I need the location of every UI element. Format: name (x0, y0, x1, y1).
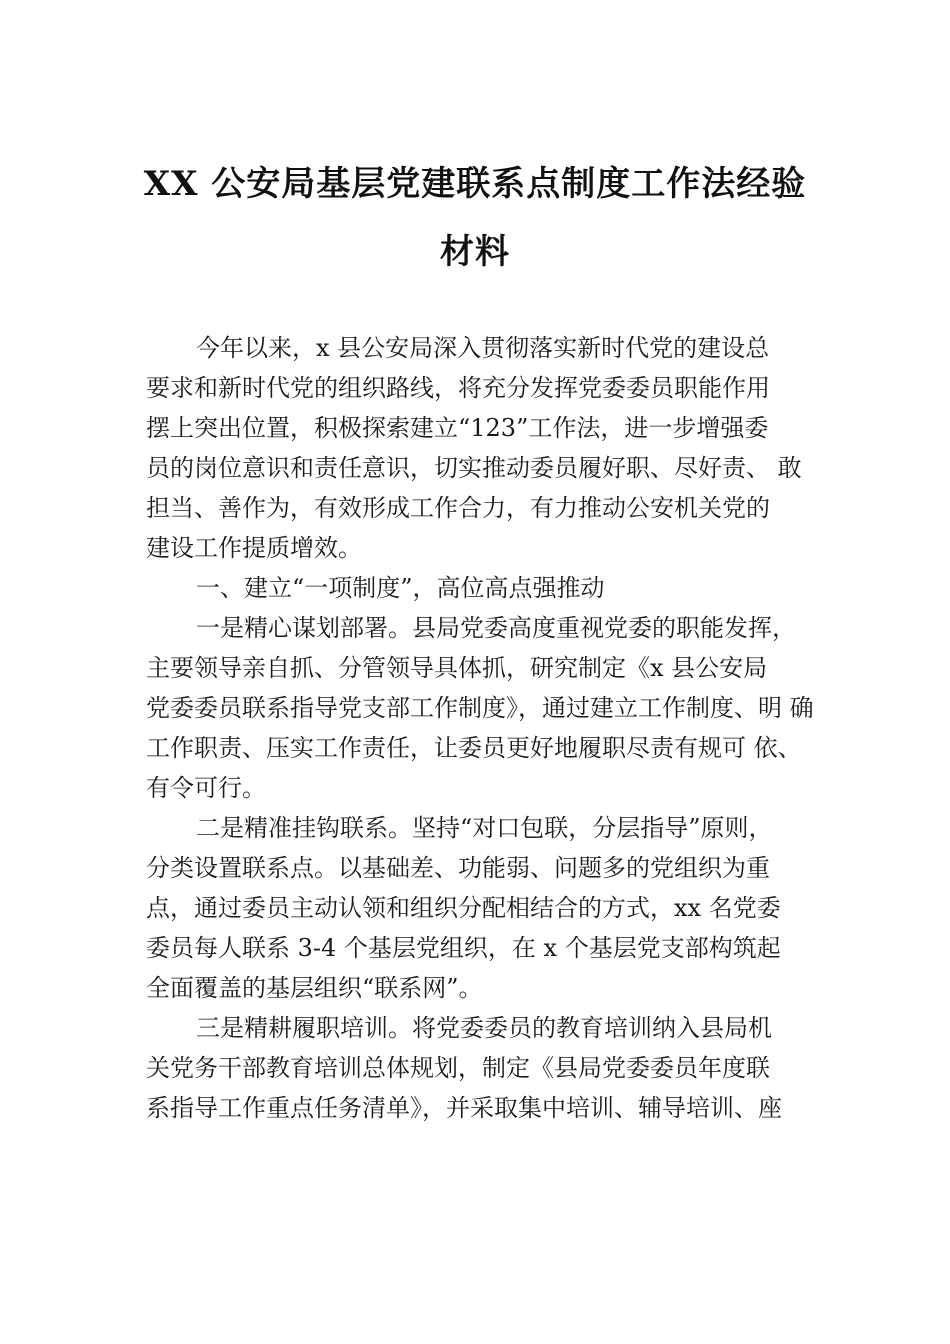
text-line: 员的岗位意识和责任意识，切实推动委员履好职、尽好责、 敢 (146, 454, 802, 482)
document-body (146, 328, 836, 1128)
document-title-line-1: XX 公安局基层党建联系点制度工作法经验 (143, 164, 807, 204)
text-line: 建设工作提质增效。 (146, 534, 362, 562)
text-line: 点，通过委员主动认领和组织分配相结合的方式，xx 名党委 (146, 894, 781, 922)
text-line: 一、建立“一项制度”，高位高点强推动 (196, 574, 605, 602)
text-line: 全面覆盖的基层组织“联系网”。 (146, 974, 483, 1002)
text-line: 三是精耕履职培训。将党委委员的教育培训纳入县局机 (196, 1014, 772, 1042)
text-line: 有令可行。 (146, 774, 266, 802)
text-line: 委员每人联系 3-4 个基层党组织，在 x 个基层党支部构筑起 (146, 934, 781, 962)
document-title-line-2: 材料 (440, 232, 510, 272)
text-line: 党委委员联系指导党支部工作制度》，通过建立工作制度、明 确 (146, 694, 814, 722)
text-line: 要求和新时代党的组织路线，将充分发挥党委委员职能作用 (146, 374, 770, 402)
text-line: 今年以来，x 县公安局深入贯彻落实新时代党的建设总 (196, 334, 770, 362)
text-line: 工作职责、压实工作责任，让委员更好地履职尽责有规可 依、 (146, 734, 802, 762)
text-line: 分类设置联系点。以基础差、功能弱、问题多的党组织为重 (146, 854, 770, 882)
text-line: 一是精心谋划部署。县局党委高度重视党委的职能发挥， (196, 614, 796, 642)
text-line: 关党务干部教育培训总体规划，制定《县局党委委员年度联 (146, 1054, 770, 1082)
text-line: 主要领导亲自抓、分管领导具体抓，研究制定《x 县公安局 (146, 654, 768, 682)
text-line: 二是精准挂钩联系。坚持“对口包联，分层指导”原则， (196, 814, 773, 842)
text-line: 系指导工作重点任务清单》，并采取集中培训、辅导培训、座 (146, 1094, 782, 1122)
text-line: 摆上突出位置，积极探索建立“123”工作法，进一步增强委 (146, 414, 769, 442)
text-line: 担当、善作为，有效形成工作合力，有力推动公安机关党的 (146, 494, 770, 522)
